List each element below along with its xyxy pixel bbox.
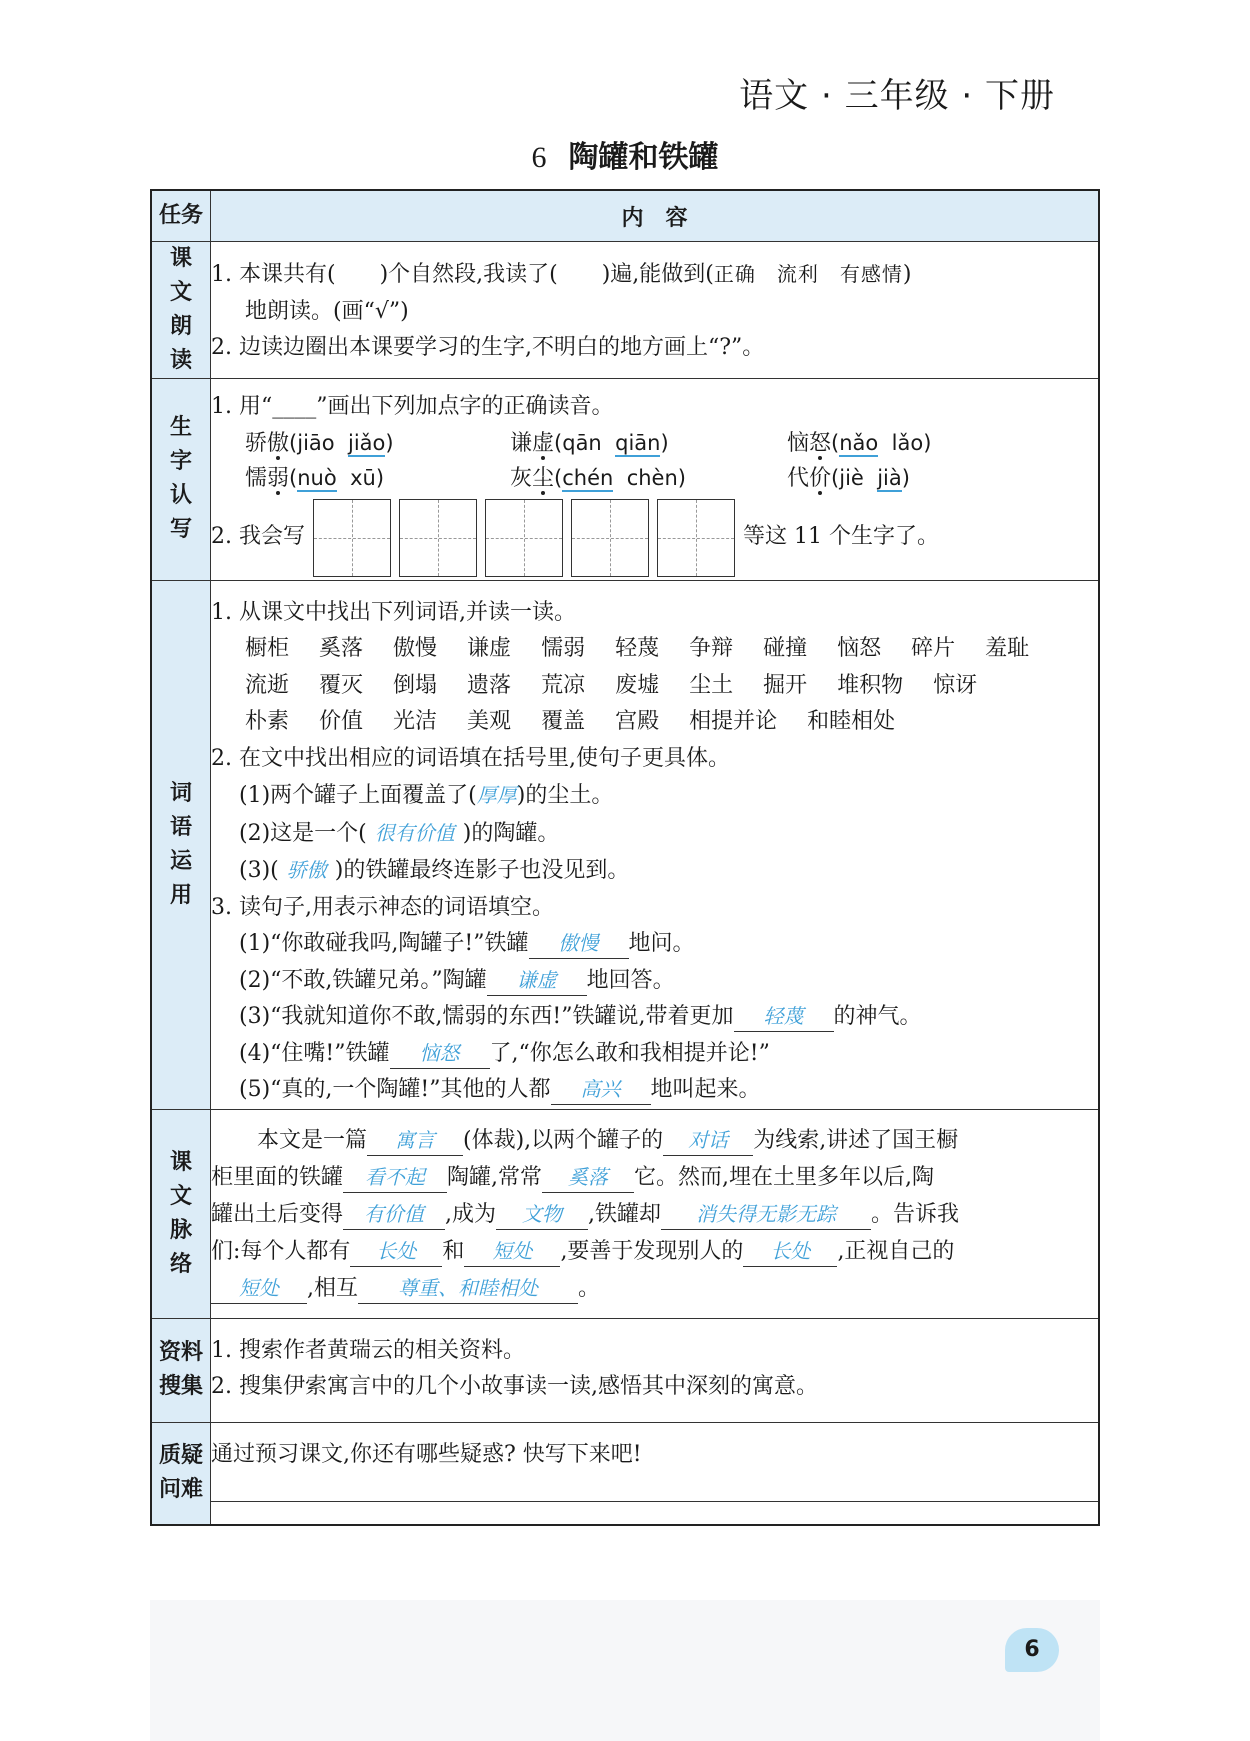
answer[interactable]: 寓言 — [395, 1127, 436, 1152]
research-content: 1. 搜索作者黄瑞云的相关资料。 2. 搜集伊索寓言中的几个小故事读一读,感悟其中深刻的寓意。 — [211, 1318, 1100, 1422]
answer[interactable]: 奚落 — [568, 1164, 609, 1189]
answer[interactable]: 厚厚 — [476, 783, 517, 807]
answer[interactable]: 短处 — [492, 1238, 533, 1263]
answer[interactable]: 长处 — [376, 1238, 417, 1263]
word-row-2: 流逝 覆灭 倒塌 遗落 荒凉 废墟 尘土 掘开 堆积物 惊讶 — [245, 672, 978, 698]
answer[interactable]: 谦虚 — [516, 967, 557, 992]
word-row-3: 朴素 价值 光洁 美观 覆盖 宫殿 相提并论 和睦相处 — [245, 709, 896, 734]
task-research: 资料 搜集 — [151, 1318, 211, 1422]
col-task-header: 任务 — [151, 190, 211, 242]
task-chars: 生 字 认 写 — [151, 379, 211, 581]
fluency-options[interactable]: 正确 流利 有感情 — [713, 262, 903, 286]
col-content-header: 内 容 — [211, 190, 1100, 242]
answer[interactable]: 高兴 — [580, 1077, 621, 1101]
writing-grid-4[interactable] — [571, 499, 649, 577]
subject-header: 语文 · 三年级 · 下册 — [739, 76, 1055, 116]
answer[interactable]: 对话 — [688, 1127, 729, 1152]
footer-band — [150, 1600, 1100, 1741]
task-table — [150, 189, 1100, 1526]
task-questions: 质疑 问难 — [151, 1422, 211, 1525]
answer[interactable]: 有价值 — [364, 1201, 425, 1226]
page-number: 6 — [1005, 1628, 1059, 1672]
task-read: 课 文 朗 读 — [151, 242, 211, 379]
context-content: 本文是一篇 寓言 (体裁),以两个罐子的 对话 为线索,讲述了国王橱 柜里面的铁罐 看不起 陶罐,常常 奚落 它。然而,埋在土里多年以后,陶 罐出土后变得 有价值 ,成为 文物 ,铁罐却 消失得无影无踪 。告诉我 们:每个人都有 长处 和 短处 ,要善于发现别人的 长处 ,正视自己的 短处 ,相互 尊重、和睦相处 。 — [211, 1109, 1100, 1318]
answer[interactable]: 尊重、和睦相处 — [398, 1275, 538, 1300]
lesson-number: 6 — [531, 141, 547, 174]
read-content: 1. 本课共有( )个自然段,我读了( )遍,能做到(正确 流利 有感情) 地朗读。(画“√”) 2. 边读边圈出本课要学习的生字,不明白的地方画上“?”。 — [211, 242, 1100, 379]
answer[interactable]: 恼怒 — [419, 1040, 460, 1065]
answer[interactable]: 轻蔑 — [763, 1004, 804, 1028]
answer[interactable]: 傲慢 — [558, 931, 599, 955]
answer[interactable]: 看不起 — [365, 1164, 426, 1189]
answer[interactable]: 骄傲 — [286, 858, 327, 882]
questions-content: 通过预习课文,你还有哪些疑惑? 快写下来吧! — [211, 1422, 1100, 1525]
lesson-title — [0, 132, 1250, 176]
answer[interactable]: 短处 — [239, 1275, 279, 1300]
task-words: 词 语 运 用 — [151, 580, 211, 1109]
writing-grid-2[interactable] — [399, 499, 477, 577]
lesson-name: 陶罐和铁罐 — [568, 140, 719, 175]
writing-grid-1[interactable] — [313, 499, 391, 577]
answer[interactable]: 很有价值 — [374, 820, 455, 845]
answer[interactable]: 文物 — [522, 1201, 563, 1226]
writing-grid-5[interactable] — [657, 499, 735, 577]
task-context: 课 文 脉 络 — [151, 1109, 211, 1318]
writing-grid-3[interactable] — [485, 499, 563, 577]
words-content: 1. 从课文中找出下列词语,并读一读。 橱柜 奚落 傲慢 谦虚 懦弱 轻蔑 争辩 碰撞 恼怒 碎片 羞耻 流逝 覆灭 倒塌 遗落 荒凉 废墟 尘土 掘开 堆积物 惊讶 朴素 价值 光洁 美观 覆盖 宫殿 相提并论 和睦相处 2. 在文中找出相应的词语填在括号里,使句子更具体。 (1)两个罐子上面覆盖了(厚厚)的尘土。 (2)这是一个( 很有价值 )的陶罐。 (3)( 骄傲 )的铁罐最终连影子也没见到。 3. 读句子,用表示神态的词语填空。 (1)“你敢碰我吗,陶罐子!”铁罐 傲慢 地问。 (2)“不敢,铁罐兄弟。”陶罐 谦虚 地回答。 (3)“我就知道你不敢,懦弱的东西!”铁罐说,带着更加 轻蔑 的神气。 (4)“住嘴!”铁罐 恼怒 了,“你怎么敢和我相提并论!” (5)“真的,一个陶罐!”其他的人都 高兴 地叫起来。 — [211, 580, 1100, 1109]
chars-content: 1. 用“____”画出下列加点字的正确读音。 骄傲(jiāo jiǎo) 谦虚(qān qiān) 恼怒(nǎo lǎo) 懦弱(nuò xū) 灰尘(chén chèn) 代价(jiè jià) 2. 我会写 等这 11 个生字了。 — [211, 379, 1100, 581]
answer[interactable]: 长处 — [770, 1238, 811, 1263]
answer-line[interactable] — [211, 1479, 1098, 1502]
answer[interactable]: 消失得无影无踪 — [696, 1201, 837, 1226]
word-row-1: 橱柜 奚落 傲慢 谦虚 懦弱 轻蔑 争辩 碰撞 恼怒 碎片 羞耻 — [245, 636, 1030, 661]
